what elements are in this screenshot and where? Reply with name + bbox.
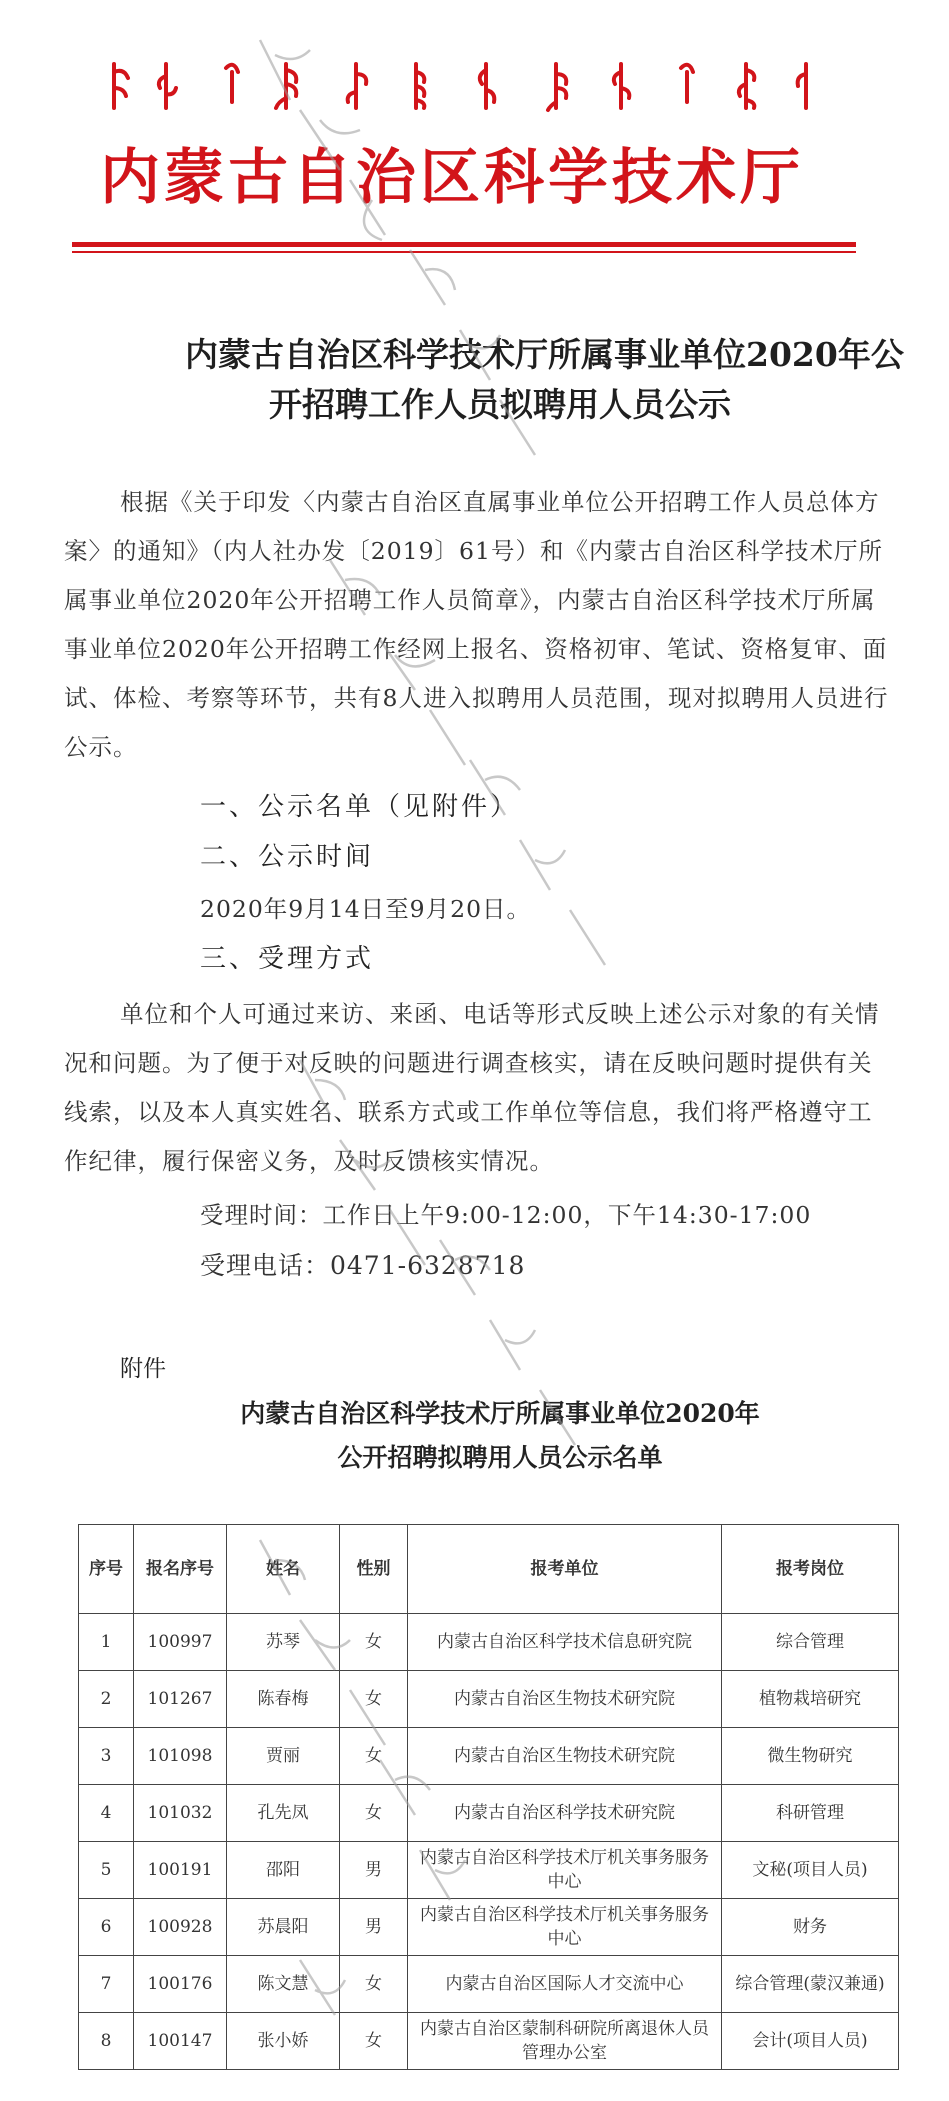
cell-post: 会计(项目人员) <box>722 2013 899 2070</box>
cell-reg-no: 101267 <box>134 1671 227 1728</box>
cell-unit: 内蒙古自治区科学技术研究院 <box>408 1785 722 1842</box>
cell-name: 陈文慧 <box>227 1956 340 2013</box>
cell-unit: 内蒙古自治区国际人才交流中心 <box>408 1956 722 2013</box>
cell-no: 3 <box>79 1728 134 1785</box>
section-time-heading: 二、公示时间 <box>200 842 375 872</box>
cell-no: 7 <box>79 1956 134 2013</box>
contact-phone: 受理电话：0471-6328718 <box>200 1251 526 1280</box>
header-rule-thick <box>72 242 856 247</box>
publicity-period: 2020年9月14日至9月20日。 <box>200 895 532 923</box>
document-title <box>90 330 910 430</box>
attachment-title <box>150 1392 850 1480</box>
cell-reg-no: 100147 <box>134 2013 227 2070</box>
cell-reg-no: 100928 <box>134 1899 227 1956</box>
cell-post: 植物栽培研究 <box>722 1671 899 1728</box>
method-paragraph: 单位和个人可通过来访、来函、电话等形式反映上述公示对象的有关情况和问题。为了便于对反映的问题进行调查核实，请在反映问题时提供有关线索，以及本人真实姓名、联系方式或工作单位等信息，我们将严格遵守工作纪律，履行保密义务，及时反馈核实情况。 <box>64 1000 880 1175</box>
cell-gender: 女 <box>340 1956 408 2013</box>
header-reg-no: 报名序号 <box>134 1525 227 1614</box>
header-no: 序号 <box>79 1525 134 1614</box>
candidate-table <box>78 1524 899 2070</box>
office-hours: 受理时间：工作日上午9:00-12:00，下午14:30-17:00 <box>200 1201 812 1229</box>
cell-post: 综合管理(蒙汉兼通) <box>722 1956 899 2013</box>
cell-no: 4 <box>79 1785 134 1842</box>
cell-reg-no: 100191 <box>134 1842 227 1899</box>
cell-name: 孔先凤 <box>227 1785 340 1842</box>
document-title-line1: 内蒙古自治区科学技术厅所属事业单位2020年公 <box>185 335 904 374</box>
table-row <box>79 1842 899 1899</box>
cell-post: 科研管理 <box>722 1785 899 1842</box>
table-row <box>79 1956 899 2013</box>
cell-unit: 内蒙古自治区蒙制科研院所离退休人员管理办公室 <box>408 2013 722 2070</box>
section-method-heading: 三、受理方式 <box>200 944 375 974</box>
table-row <box>79 1899 899 1956</box>
cell-gender: 女 <box>340 2013 408 2070</box>
cell-post: 微生物研究 <box>722 1728 899 1785</box>
cell-no: 6 <box>79 1899 134 1956</box>
cell-name: 陈春梅 <box>227 1671 340 1728</box>
section-list-heading: 一、公示名单（见附件） <box>200 792 520 822</box>
org-name: 内蒙古自治区科学技术厅 <box>100 143 804 213</box>
attachment-label: 附件 <box>120 1356 166 1382</box>
table-header-row <box>79 1525 899 1614</box>
cell-no: 5 <box>79 1842 134 1899</box>
attachment-title-line1: 内蒙古自治区科学技术厅所属事业单位2020年 <box>240 1399 760 1428</box>
header-rule-thin <box>72 251 856 253</box>
table-row <box>79 1671 899 1728</box>
mongolian-script-graphic <box>106 58 822 114</box>
cell-no: 8 <box>79 2013 134 2070</box>
cell-gender: 男 <box>340 1899 408 1956</box>
cell-name: 苏晨阳 <box>227 1899 340 1956</box>
table-row <box>79 2013 899 2070</box>
cell-gender: 女 <box>340 1785 408 1842</box>
document-title-line2: 开招聘工作人员拟聘用人员公示 <box>269 385 731 424</box>
header-name: 姓名 <box>227 1525 340 1614</box>
cell-unit: 内蒙古自治区科学技术信息研究院 <box>408 1614 722 1671</box>
cell-unit: 内蒙古自治区科学技术厅机关事务服务中心 <box>408 1899 722 1956</box>
cell-unit: 内蒙古自治区生物技术研究院 <box>408 1728 722 1785</box>
header-post: 报考岗位 <box>722 1525 899 1614</box>
cell-no: 2 <box>79 1671 134 1728</box>
table-row <box>79 1614 899 1671</box>
table-row <box>79 1785 899 1842</box>
cell-no: 1 <box>79 1614 134 1671</box>
cell-gender: 男 <box>340 1842 408 1899</box>
cell-reg-no: 101098 <box>134 1728 227 1785</box>
cell-reg-no: 100997 <box>134 1614 227 1671</box>
cell-name: 张小娇 <box>227 2013 340 2070</box>
cell-reg-no: 101032 <box>134 1785 227 1842</box>
cell-post: 财务 <box>722 1899 899 1956</box>
intro-paragraph: 根据《关于印发〈内蒙古自治区直属事业单位公开招聘工作人员总体方案〉的通知》（内人社办发〔2019〕61号）和《内蒙古自治区科学技术厅所属事业单位2020年公开招聘工作人员简章》，内蒙古自治区科学技术厅所属事业单位2020年公开招聘工作经网上报名、资格初审、笔试、资格复审、面试、体检、考察等环节，共有8人进入拟聘用人员范围，现对拟聘用人员进行公示。 <box>64 488 889 761</box>
cell-name: 邵阳 <box>227 1842 340 1899</box>
cell-post: 文秘(项目人员) <box>722 1842 899 1899</box>
header-unit: 报考单位 <box>408 1525 722 1614</box>
cell-name: 苏琴 <box>227 1614 340 1671</box>
cell-name: 贾丽 <box>227 1728 340 1785</box>
cell-gender: 女 <box>340 1728 408 1785</box>
cell-reg-no: 100176 <box>134 1956 227 2013</box>
mongolian-script-banner <box>106 58 822 114</box>
cell-unit: 内蒙古自治区科学技术厅机关事务服务中心 <box>408 1842 722 1899</box>
cell-gender: 女 <box>340 1614 408 1671</box>
table-row <box>79 1728 899 1785</box>
attachment-title-line2: 公开招聘拟聘用人员公示名单 <box>337 1443 663 1472</box>
header-gender: 性别 <box>340 1525 408 1614</box>
cell-gender: 女 <box>340 1671 408 1728</box>
cell-post: 综合管理 <box>722 1614 899 1671</box>
cell-unit: 内蒙古自治区生物技术研究院 <box>408 1671 722 1728</box>
